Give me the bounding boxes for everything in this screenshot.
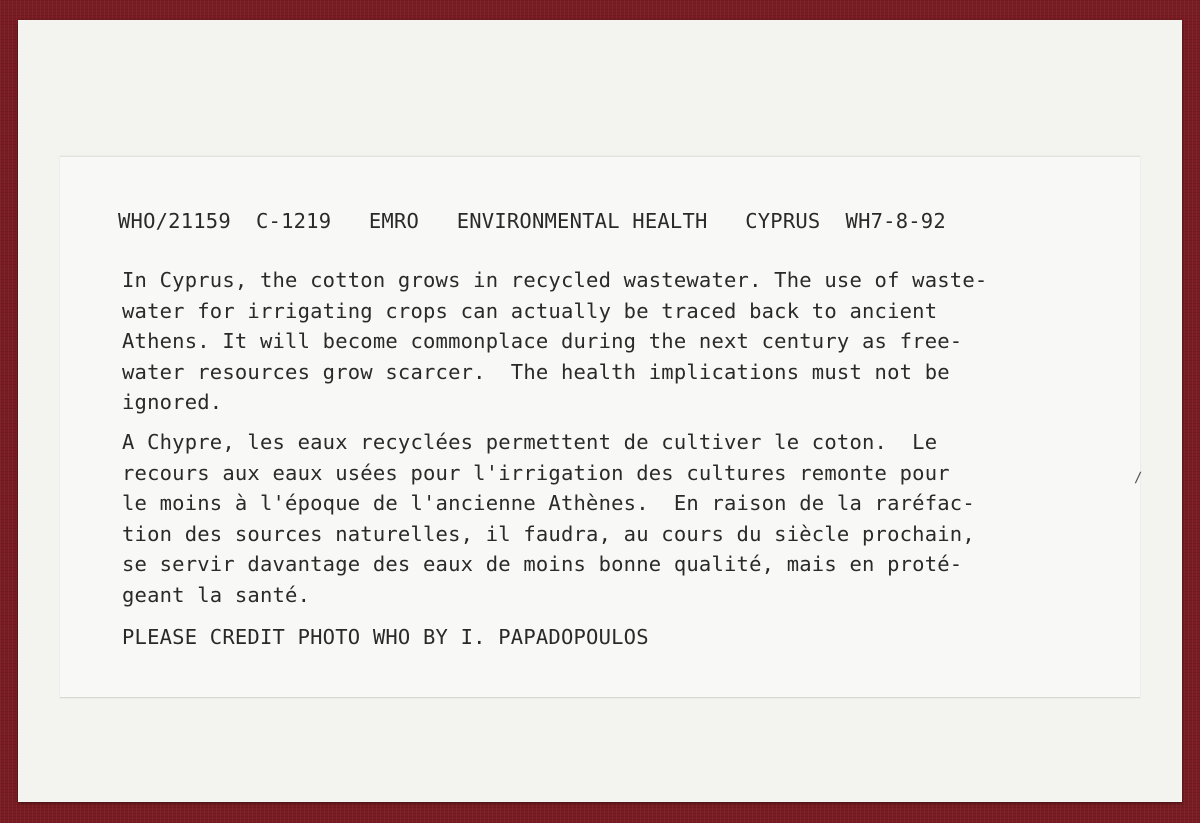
english-line: ignored. — [122, 390, 223, 414]
english-line: water resources grow scarcer. The health implications must not be — [122, 359, 950, 384]
french-line: recours aux eaux usées pour l'irrigation des cultures remonte pour — [122, 460, 950, 485]
subject-heading: ENVIRONMENTAL HEALTH — [456, 209, 708, 233]
caption-label — [60, 156, 1143, 698]
french-line: se servir davantage des eaux de moins bonne qualité, mais en proté- — [122, 552, 963, 576]
french-line: tion des sources naturelles, il faudra, au cours du siècle prochain, — [122, 521, 975, 546]
english-line: In Cyprus, the cotton grows in recycled wastewater. The use of waste- — [122, 268, 988, 292]
french-caption — [122, 427, 975, 610]
english-line: Athens. It will become commonplace during the next century as free- — [122, 329, 963, 353]
caption-header — [118, 209, 946, 233]
french-line: A Chypre, les eaux recyclées permettent de cultiver le coton. Le — [122, 430, 938, 454]
english-caption — [122, 265, 987, 418]
french-line: le moins à l'époque de l'ancienne Athènes. En raison de la raréfac- — [122, 491, 975, 515]
french-line: geant la santé. — [122, 582, 311, 607]
photo-credit: PLEASE CREDIT PHOTO WHO BY I. PAPADOPOULOS — [122, 625, 649, 649]
english-line: water for irrigating crops can actually be traced back to ancient — [122, 298, 938, 323]
ink-mark-decoration: ∕ — [1134, 470, 1143, 486]
region-code: EMRO — [368, 209, 420, 233]
reference-code: WH7-8-92 — [845, 209, 946, 233]
who-number: WHO/21159 — [118, 209, 231, 233]
photo-code: C-1219 — [255, 209, 332, 233]
photo-card — [18, 20, 1182, 802]
country-name: CYPRUS — [745, 209, 821, 233]
